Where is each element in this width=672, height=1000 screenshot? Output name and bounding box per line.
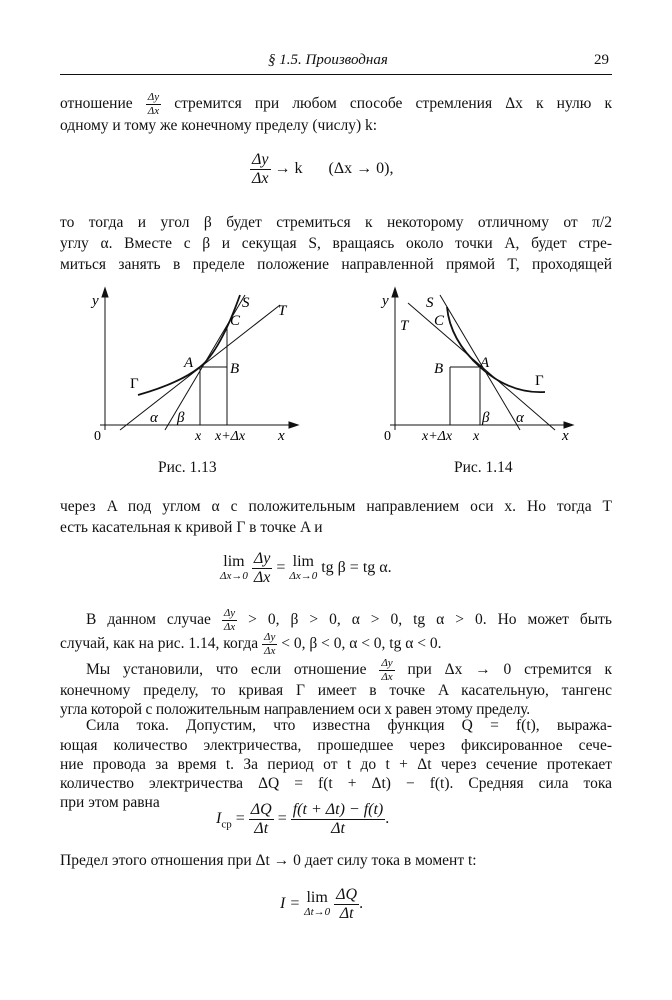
para-2-line-2: углу α. Вместе с β и секущая S, вращаясь около точки A, будет стре-	[60, 235, 612, 252]
para-6-line-3: угла которой с положительным направлением оси x равен этому пределу.	[60, 701, 530, 718]
label-S: S	[242, 295, 250, 311]
para-1-line-2: одному и тому же конечному пределу (числу) k:	[60, 117, 378, 134]
caption-1-13: Рис. 1.13	[158, 459, 217, 476]
caption-1-14: Рис. 1.14	[454, 459, 513, 476]
fraction: $\frac{\Delta y}{\Delta x}$	[381, 657, 393, 683]
para-7-line-4: количество электричества ΔQ = f(t + Δt) − f(t). Средняя сила тока	[60, 775, 612, 792]
curve-gamma	[138, 295, 240, 395]
fraction: $\frac{\Delta Q}{\Delta t}$	[336, 886, 358, 922]
para-3-line-1: через A под углом α с положительным направлением оси x. Но тогда T	[60, 498, 612, 515]
para-6-line-1: Мы установили, что если отношение $\frac{\Delta y}{\Delta x}$ при Δx → 0 стремится к	[86, 657, 613, 683]
label-C: C	[434, 313, 445, 329]
label-beta: β	[177, 410, 185, 426]
label-gamma: Γ	[535, 373, 544, 389]
text: стремится при любом способе стремления Δx к нулю к	[174, 95, 612, 113]
equation-1: $\frac{\Delta y}{\Delta x}$ → k (Δx → 0),	[252, 151, 394, 187]
label-x: x	[562, 428, 569, 444]
label-A: A	[480, 355, 490, 371]
fraction: $\frac{\Delta y}{\Delta x}$	[252, 151, 269, 187]
label-T: T	[400, 318, 409, 334]
y-axis-arrow	[392, 288, 398, 297]
section-title: § 1.5. Производная	[268, 52, 388, 68]
figure-1-14	[370, 285, 600, 450]
fraction: $\frac{f(t + \Delta t) - f(t)}{\Delta t}$	[292, 801, 384, 837]
equation-4: I = lim Δt→0 $\frac{\Delta Q}{\Delta t}$ .	[280, 886, 364, 922]
para-2-line-1: то тогда и угол β будет стремиться к некоторому отличному от π/2	[60, 214, 612, 231]
label-S: S	[426, 295, 434, 311]
label-x: x	[278, 428, 285, 444]
fraction: $\frac{\Delta Q}{\Delta t}$	[250, 801, 272, 837]
label-y: y	[382, 293, 389, 309]
para-4: В данном случае $\frac{\Delta y}{\Delta x}$ > 0, β > 0, α > 0, tg α > 0. Но может быть	[86, 607, 612, 633]
text: отношение	[60, 95, 133, 113]
para-7-line-2: ющая количество электричества, прошедшее через фиксированное сече-	[60, 737, 612, 754]
label-A: A	[184, 355, 194, 371]
label-origin: 0	[384, 429, 391, 444]
label-beta: β	[482, 410, 490, 426]
para-1-line-1	[60, 92, 612, 117]
label-T: T	[278, 303, 287, 319]
header-rule	[60, 74, 612, 75]
label-origin: 0	[94, 429, 101, 444]
label-tick-x-dx: x+Δx	[422, 429, 453, 444]
label-B: B	[230, 361, 240, 377]
x-axis-arrow	[289, 422, 298, 428]
para-7-line-3: ние провода за время t. За период от t до t + Δt через сечение протекает	[60, 756, 612, 773]
fraction: $\frac{\Delta y}{\Delta x}$	[223, 607, 236, 633]
y-axis-arrow	[102, 288, 108, 297]
label-tick-x-dx: x+Δx	[215, 429, 246, 444]
label-tick-x: x	[473, 429, 480, 444]
para-2-line-3: миться занять в пределе положение направленной прямой T, проходящей	[60, 256, 612, 273]
para-7-line-1: Сила тока. Допустим, что известна функция Q = f(t), выража-	[86, 717, 612, 734]
equation-2: lim Δx→0 $\frac{\Delta y}{\Delta x}$ = lim Δx→0 tg β = tg α.	[220, 550, 392, 586]
label-alpha: α	[150, 410, 158, 426]
para-3-line-2: есть касательная к кривой Γ в точке A и	[60, 519, 323, 536]
limit: lim Δx→0	[289, 553, 318, 583]
fraction: $\frac{\Delta y}{\Delta x}$	[253, 550, 271, 586]
label-y: y	[92, 293, 99, 309]
fraction: $\frac{\Delta y}{\Delta x}$	[263, 631, 276, 657]
label-C: C	[230, 313, 241, 329]
para-5: случай, как на рис. 1.14, когда $\frac{\Delta y}{\Delta x}$ < 0, β < 0, α < 0, tg α < 0.	[60, 631, 442, 657]
label-gamma: Γ	[130, 376, 139, 392]
label-B: B	[434, 361, 444, 377]
label-tick-x: x	[195, 429, 202, 444]
para-6-line-2: конечному пределу, то кривая Γ имеет в точке A касательную, тангенс	[60, 682, 612, 699]
equation-3: $I_{ср}$ = $\frac{\Delta Q}{\Delta t}$ = $\frac{f(t + \Delta t) - f(t)}{\Delta t}$ .	[216, 801, 390, 837]
page-number: 29	[594, 52, 609, 68]
para-8: Предел этого отношения при Δt → 0 дает силу тока в момент t:	[60, 852, 477, 869]
limit: lim Δx→0	[220, 553, 248, 583]
figure-1-13	[80, 285, 310, 450]
label-alpha: α	[516, 410, 524, 426]
para-7-line-5: при этом равна	[60, 794, 160, 811]
fraction: $\frac{\Delta y}{\Delta x}$	[147, 91, 160, 117]
limit: lim Δt→0	[304, 889, 331, 919]
